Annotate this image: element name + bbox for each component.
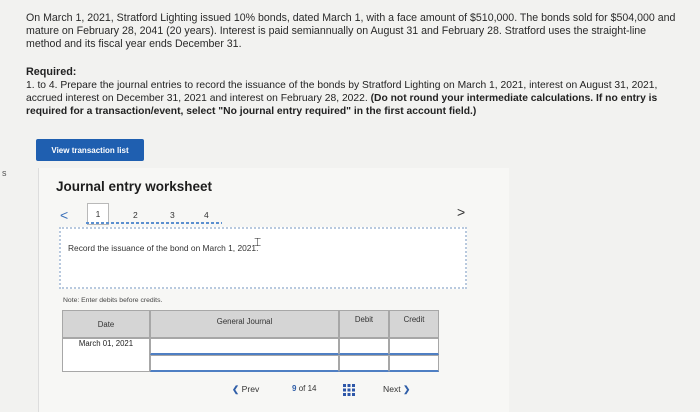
- general-journal-header: General Journal: [150, 310, 339, 338]
- tab-4[interactable]: 4: [204, 210, 209, 220]
- instruction-box: [59, 227, 467, 289]
- debit-header: Debit: [339, 310, 389, 338]
- grid-icon[interactable]: [343, 384, 355, 396]
- page-indicator: [292, 384, 317, 393]
- required-text: 1. to 4. Prepare the journal entries to record the issuance of the bonds by Stratford Lighting on March 1, 2021, interest on August 31, 2021, accrued interest on December 31, 2021 and interest on February 28, 2022.: [26, 80, 658, 104]
- required-body: [26, 79, 676, 118]
- total-pages: 14: [307, 384, 317, 393]
- prev-label: Prev: [241, 384, 260, 394]
- date-value: March 01, 2021: [78, 339, 134, 348]
- tab-1[interactable]: 1: [87, 203, 109, 225]
- required-bold-note: (Do not round your intermediate calculations. If no entry is required for a transaction/event, select "No journal entry required" in the first account field.): [26, 93, 658, 117]
- account-field-row-1[interactable]: [150, 338, 339, 355]
- problem-text: On March 1, 2021, Stratford Lighting issued 10% bonds, dated March 1, with a face amount of $510,000. The bonds sold for $504,000 and mature on February 28, 2041 (20 years). Interest is paid semiannually on August 31 and February 28. Stratford uses the straight-line method and its fiscal year ends December 31.: [26, 12, 676, 50]
- credit-header: Credit: [389, 310, 439, 338]
- view-transaction-list-button[interactable]: View transaction list: [36, 139, 144, 161]
- next-button[interactable]: [383, 384, 410, 395]
- current-page: 9: [292, 384, 297, 393]
- debits-before-credits-note: Note: Enter debits before credits.: [63, 297, 163, 304]
- page-of: of: [298, 384, 306, 393]
- account-field-row-2[interactable]: [150, 355, 339, 372]
- tab-3[interactable]: 3: [170, 210, 175, 220]
- chevron-right-icon: ❯: [403, 384, 411, 394]
- chevron-left-icon: ❮: [232, 384, 240, 394]
- date-header: Date: [62, 310, 150, 338]
- credit-field-row-2[interactable]: [389, 355, 439, 372]
- prev-button[interactable]: [232, 384, 259, 395]
- edge-mark: s: [2, 168, 7, 178]
- worksheet-title: Journal entry worksheet: [56, 179, 213, 194]
- tab-2[interactable]: 2: [133, 210, 138, 220]
- text-cursor-icon: ⌶: [254, 235, 262, 249]
- instruction-text: Record the issuance of the bond on March 1, 2021.: [68, 243, 259, 253]
- worksheet-next-arrow[interactable]: >: [457, 204, 466, 220]
- credit-field-row-1[interactable]: [389, 338, 439, 355]
- worksheet-prev-arrow[interactable]: <: [60, 207, 69, 223]
- tab-underline: [86, 222, 222, 224]
- next-label: Next: [383, 384, 401, 394]
- problem-statement: [26, 12, 676, 51]
- debit-field-row-1[interactable]: [339, 338, 389, 355]
- date-cell: [62, 338, 150, 372]
- required-heading: Required:: [26, 66, 77, 78]
- debit-field-row-2[interactable]: [339, 355, 389, 372]
